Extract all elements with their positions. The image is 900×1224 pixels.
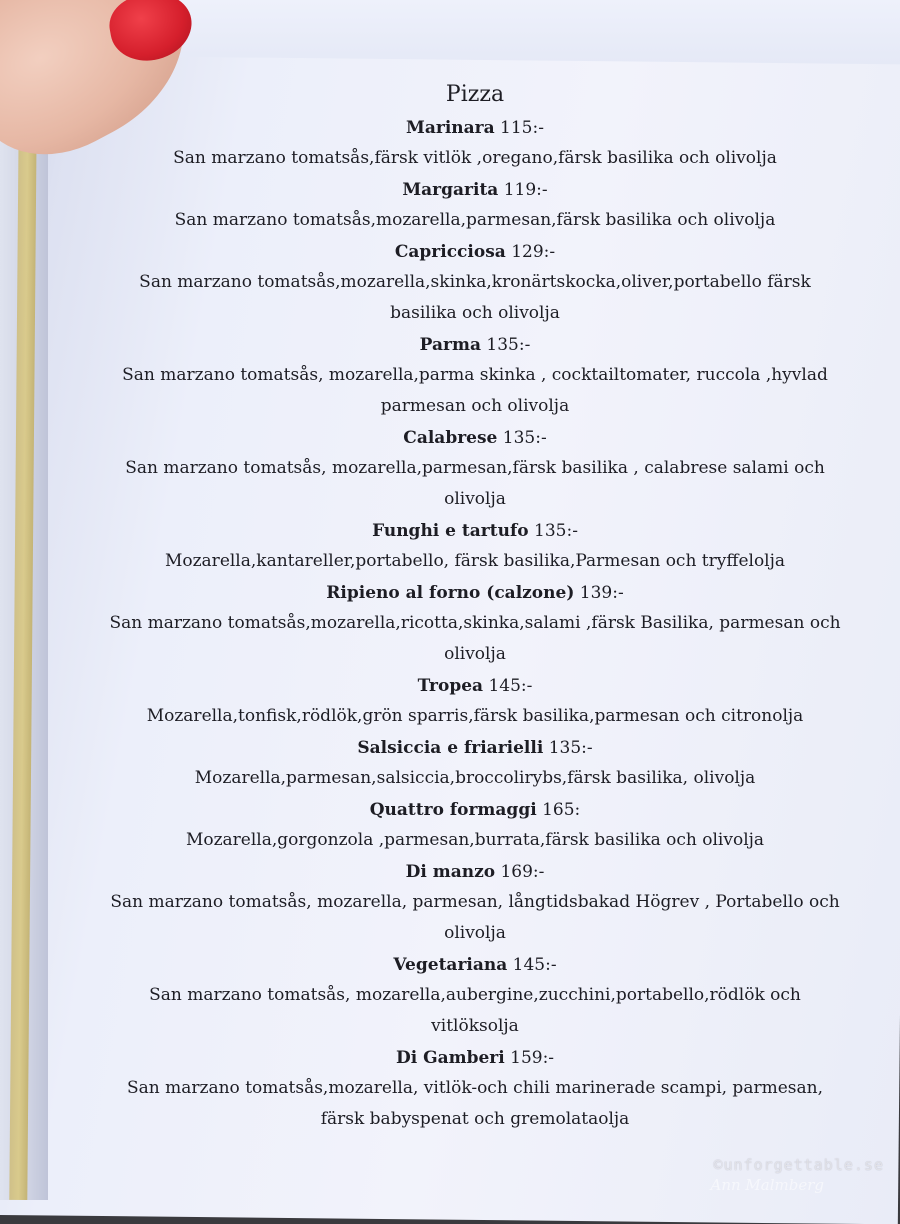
menu-item-price: 135:-	[548, 738, 593, 758]
menu-item-heading	[60, 425, 890, 451]
menu-item-price: 145:-	[512, 955, 557, 975]
menu-item-description: San marzano tomatsås,mozarella,parmesan,färsk basilika och olivolja	[174, 210, 776, 230]
menu-item-price: 145:-	[488, 676, 533, 696]
menu-item-name: Vegetariana	[393, 955, 508, 975]
menu-item-name: Di Gamberi	[395, 1048, 505, 1068]
menu-item-description: Mozarella,gorgonzola ,parmesan,burrata,färsk basilika och olivolja	[185, 830, 765, 850]
menu-item-price: 169:-	[500, 862, 545, 882]
menu-item-price: 165:	[542, 800, 581, 820]
watermark-text: ©unforgettable.se	[713, 1156, 884, 1174]
menu-item-heading	[60, 673, 890, 699]
menu-item-description: San marzano tomatsås,mozarella,skinka,kronärtskocka,oliver,portabello färsk basilika och olivolja	[139, 272, 811, 323]
menu-item-heading	[60, 115, 890, 141]
menu-item-heading	[60, 239, 890, 265]
menu-item-name: Marinara	[406, 118, 495, 138]
menu-item-list	[60, 115, 890, 1135]
menu-item-heading	[60, 859, 890, 885]
menu-item-heading	[60, 518, 890, 544]
menu-item-price: 135:-	[534, 521, 578, 541]
menu-item-price: 139:-	[579, 583, 624, 603]
menu-item-price: 119:-	[503, 180, 548, 200]
menu-item-name: Capricciosa	[394, 242, 506, 262]
menu-item-name: Calabrese	[403, 428, 498, 448]
menu-item-price: 129:-	[511, 242, 556, 262]
menu-item-name: Quattro formaggi	[369, 800, 537, 820]
menu-item-description: San marzano tomatsås, mozarella, parmesan, långtidsbakad Högrev , Portabello och olivolja	[110, 892, 840, 943]
menu-item-description: San marzano tomatsås,färsk vitlök ,oregano,färsk basilika och olivolja	[173, 148, 777, 168]
menu-item-heading	[60, 1045, 890, 1071]
menu-item-description: San marzano tomatsås,mozarella, vitlök-och chili marinerade scampi, parmesan, färsk babyspenat och gremolataolja	[127, 1078, 823, 1129]
menu-item-name: Tropea	[417, 676, 484, 696]
menu-item-price: 135:-	[486, 335, 531, 355]
menu-item-heading	[60, 580, 890, 606]
menu-item-price: 135:-	[502, 428, 547, 448]
menu-item-name: Di manzo	[405, 862, 496, 882]
menu-item-heading	[60, 735, 890, 761]
menu-item-description: Mozarella,tonfisk,rödlök,grön sparris,färsk basilika,parmesan och citronolja	[146, 706, 804, 726]
menu-section-title: Pizza	[445, 82, 505, 107]
menu-item-price: 159:-	[510, 1048, 555, 1068]
menu-item-name: Ripieno al forno (calzone)	[326, 583, 575, 603]
menu-item-description: Mozarella,parmesan,salsiccia,broccolirybs,färsk basilika, olivolja	[194, 768, 756, 788]
menu-item-name: Margarita	[402, 180, 499, 200]
menu-item-name: Funghi e tartufo	[372, 521, 529, 541]
menu-content	[60, 78, 890, 1135]
menu-item-heading	[60, 797, 890, 823]
menu-item-name: Salsiccia e friarielli	[357, 738, 544, 758]
menu-item-heading	[60, 952, 890, 978]
menu-item-description: San marzano tomatsås, mozarella,parma skinka , cocktailtomater, ruccola ,hyvlad parmesan och olivolja	[122, 365, 828, 416]
menu-item-description: Mozarella,kantareller,portabello, färsk basilika,Parmesan och tryffelolja	[164, 551, 786, 571]
menu-item-description: San marzano tomatsås,mozarella,ricotta,skinka,salami ,färsk Basilika, parmesan och olivolja	[109, 613, 841, 664]
menu-item-heading	[60, 177, 890, 203]
menu-item-name: Parma	[419, 335, 481, 355]
menu-item-price: 115:-	[500, 118, 544, 138]
photographer-signature: Ann Malmberg	[710, 1176, 824, 1194]
menu-item-description: San marzano tomatsås, mozarella,aubergine,zucchini,portabello,rödlök och vitlöksolja	[149, 985, 801, 1036]
menu-item-description: San marzano tomatsås, mozarella,parmesan,färsk basilika , calabrese salami och olivolja	[125, 458, 825, 509]
menu-item-heading	[60, 332, 890, 358]
